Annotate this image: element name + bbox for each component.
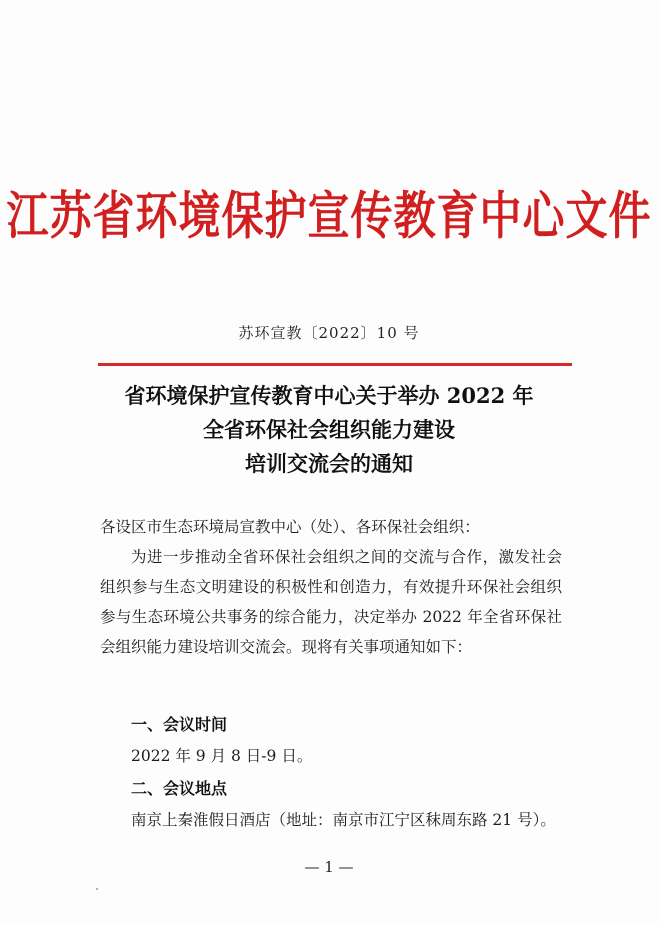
meeting-place-text: 南京上秦淮假日酒店（地址：南京市江宁区秣周东路 21 号）。 — [131, 811, 556, 829]
intro-paragraph: 为进一步推动全省环保社会组织之间的交流与合作，激发社会组织参与生态文明建设的积极性和创造力，有效提升环保社会组织参与生态环境公共事务的综合能力，决定举办 2022 年全省环保社会组织能力建设培训交流会。现将有关事项通知如下： — [100, 548, 562, 656]
notice-title-line-1: 省环境保护宣传教育中心关于举办 2022 年 — [124, 383, 534, 408]
notice-title-line-2: 全省环保社会组织能力建设 — [203, 417, 455, 442]
salutation: 各设区市生态环境局宣教中心（处）、各环保社会组织： — [100, 518, 480, 536]
notice-title-line-3: 培训交流会的通知 — [245, 451, 413, 476]
section-heading-meeting-place: 二、会议地点 — [131, 779, 228, 798]
meeting-time-text: 2022 年 9 月 8 日-9 日。 — [131, 747, 313, 765]
section-heading-meeting-time: 一、会议时间 — [131, 715, 228, 734]
scan-speck — [96, 888, 98, 890]
red-separator-line — [98, 363, 572, 366]
page-number: — 1 — — [304, 858, 354, 876]
document-number: 苏环宣教〔2022〕10 号 — [238, 324, 420, 342]
issuing-agency-title: 江苏省环境保护宣传教育中心文件 — [6, 185, 652, 246]
